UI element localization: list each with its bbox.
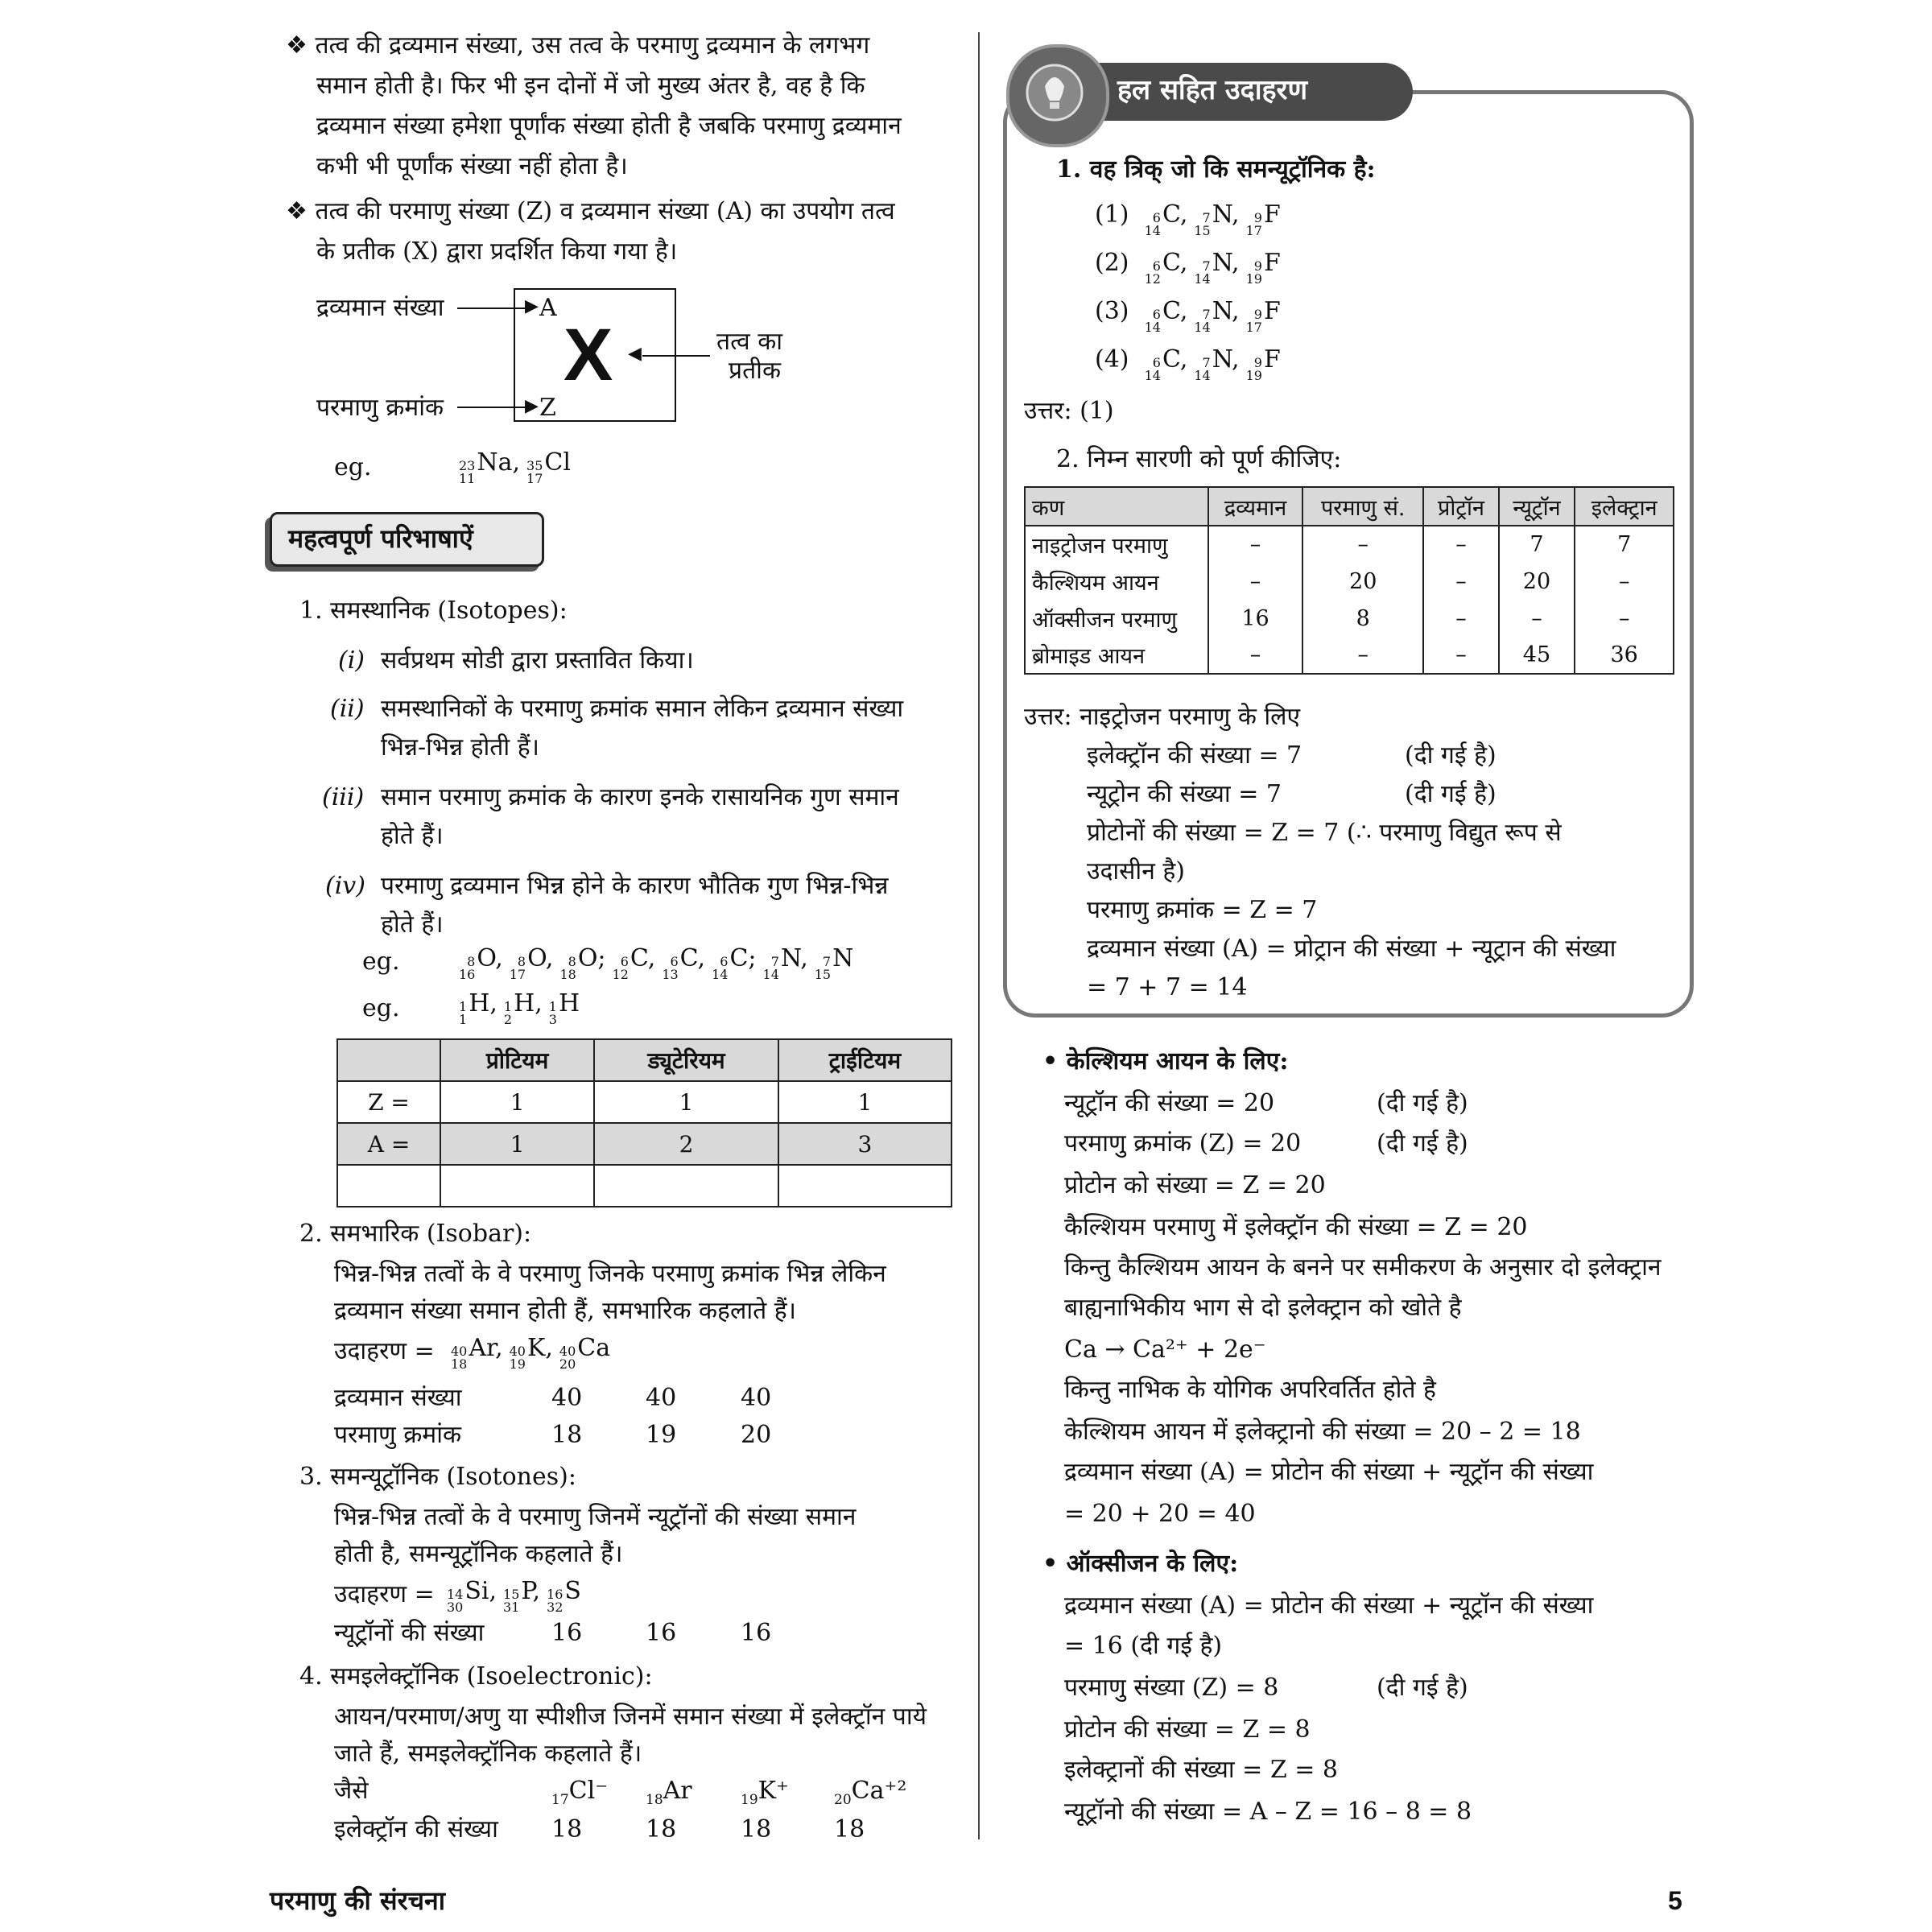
calcium-title: • केल्शियम आयन के लिए: xyxy=(1042,1047,1289,1075)
table-cell xyxy=(594,1165,778,1207)
table-cell: Z = xyxy=(337,1081,440,1123)
isobar-mass-3: 40 xyxy=(741,1384,772,1412)
isotopes-ii-num: (ii) xyxy=(330,695,365,723)
q2-line-7: = 7 + 7 = 14 xyxy=(1087,973,1248,1001)
isobar-atomic-1: 18 xyxy=(551,1421,583,1449)
isoelectronic-electron-2: 18 xyxy=(646,1815,677,1843)
lightbulb-icon xyxy=(1006,44,1109,147)
q2-line-3: प्रोटोनों की संख्या = Z = 7 (∴ परमाणु विद्युत रूप से xyxy=(1087,819,1562,847)
q1-option-2: (2) 6 12 C, 7 14 N, 9 19 F xyxy=(1095,249,1281,287)
symbol-arrow-head: ◀ xyxy=(628,344,642,364)
table-cell: ब्रोमाइड आयन xyxy=(1025,637,1208,674)
isoelectronic-species-ca: $_{20}$Ca⁺² xyxy=(834,1777,907,1808)
isotones-text-2: होती है, समन्यूट्रॉनिक कहलाते हैं। xyxy=(334,1540,623,1568)
bullet-1-line-2: समान होती है। फिर भी इन दोनों में जो मुख्य अंतर है, वह है कि xyxy=(316,72,865,100)
symbol-arrow xyxy=(642,355,710,357)
table-row xyxy=(337,1081,952,1123)
hydrogen-isotopes-table xyxy=(336,1038,952,1208)
isoelectronic-species-ar: $_{18}$Ar xyxy=(646,1777,692,1808)
oxygen-line-6: न्यूट्रॉनो की संख्या = A – Z = 16 – 8 = 8 xyxy=(1064,1798,1472,1826)
isobar-mass-label: द्रव्यमान संख्या xyxy=(334,1384,462,1412)
Z-label: Z xyxy=(539,394,556,422)
isotones-example-label: उदाहरण = xyxy=(334,1580,435,1608)
table-header-row xyxy=(1025,487,1674,526)
isoelectronic-species-cl: $_{17}$Cl⁻ xyxy=(551,1777,609,1808)
oxygen-line-5: इलेक्ट्रानों की संख्या = Z = 8 xyxy=(1064,1756,1338,1784)
q2-line-4: उदासीन है) xyxy=(1087,857,1186,886)
table-header: कण xyxy=(1025,487,1208,526)
table-cell: – xyxy=(1575,600,1674,637)
table-cell xyxy=(440,1165,594,1207)
mass-arrow-head: ▶ xyxy=(525,296,539,316)
table-cell: 1 xyxy=(440,1081,594,1123)
table-row xyxy=(1025,600,1674,637)
atomic-arrow xyxy=(457,407,530,408)
table-cell: 45 xyxy=(1499,637,1575,674)
table-header: द्रव्यमान xyxy=(1208,487,1302,526)
q2-line-1: इलेक्ट्रॉन की संख्या = 7 xyxy=(1087,741,1302,770)
definitions-heading: महत्वपूर्ण परिभाषाऐं xyxy=(288,523,473,554)
table-cell: – xyxy=(1423,600,1498,637)
isotopes-eg2: 1 1 H, 1 2 H, 1 3 H xyxy=(459,989,580,1027)
oxygen-line-4: प्रोटोन की संख्या = Z = 8 xyxy=(1064,1715,1311,1744)
isotopes-ii-2: भिन्न-भिन्न होती हैं। xyxy=(381,733,539,762)
table-cell: – xyxy=(1208,526,1302,563)
q1-question: 1. वह त्रिक् जो कि समन्यूट्रॉनिक है: xyxy=(1056,155,1376,184)
table-header-row xyxy=(337,1039,952,1081)
q2-line-2: न्यूट्रोन की संख्या = 7 xyxy=(1087,780,1282,808)
isotopes-iv-2: होते हैं। xyxy=(381,910,444,939)
table-cell: – xyxy=(1423,526,1498,563)
isotopes-eg1: 8 16 O, 8 17 O, 8 18 O; 6 12 C, 6 13 C, 6 14 C; 7 14 N, 7 15 N xyxy=(459,944,854,982)
table-cell: 1 xyxy=(778,1081,952,1123)
isotopes-iii-1: समान परमाणु क्रमांक के कारण इनके रासायनिक गुण समान xyxy=(381,783,899,811)
isotopes-iii-2: होते हैं। xyxy=(381,822,444,850)
bullet-2-line-2: के प्रतीक (X) द्वारा प्रदर्शित किया गया है। xyxy=(316,237,678,266)
isotopes-iv-num: (iv) xyxy=(325,872,365,900)
table-cell: – xyxy=(1575,563,1674,600)
table-cell: – xyxy=(1423,637,1498,674)
isoelectronic-species-k: $_{19}$K⁺ xyxy=(741,1777,789,1808)
isoelectronic-text-1: आयन/परमाण/अणु या स्पीशीज जिनमें समान संख्या में इलेक्ट्रॉन पाये xyxy=(334,1703,927,1731)
table-header: इलेक्ट्रान xyxy=(1575,487,1674,526)
isotopes-eg2-label: eg. xyxy=(362,994,400,1022)
page-number: 5 xyxy=(1668,1886,1682,1915)
table-row xyxy=(1025,637,1674,674)
X-symbol: X xyxy=(564,314,613,396)
isotones-example: 14 30 Si, 15 31 P, 16 32 S xyxy=(447,1577,581,1615)
calcium-line-11: = 20 + 20 = 40 xyxy=(1064,1500,1256,1528)
table-header: परमाणु सं. xyxy=(1302,487,1423,526)
isoelectronic-title: 4. समइलेक्ट्रॉनिक (Isoelectronic): xyxy=(299,1662,653,1690)
calcium-equation: Ca → Ca²⁺ + 2e⁻ xyxy=(1064,1335,1266,1364)
isotopes-iv-1: परमाणु द्रव्यमान भिन्न होने के कारण भौतिक गुण भिन्न-भिन्न xyxy=(381,872,889,900)
table-cell xyxy=(778,1165,952,1207)
table-cell: – xyxy=(1302,637,1423,674)
isotopes-eg1-label: eg. xyxy=(362,947,400,976)
calcium-line-6: बाह्यनाभिकीय भाग से दो इलेक्ट्रान को खोते है xyxy=(1064,1294,1462,1322)
table-row xyxy=(1025,563,1674,600)
table-cell: 7 xyxy=(1575,526,1674,563)
calcium-given-2: (दी गई है) xyxy=(1377,1129,1468,1158)
table-cell: नाइट्रोजन परमाणु xyxy=(1025,526,1208,563)
calcium-given-1: (दी गई है) xyxy=(1377,1089,1468,1117)
isotopes-i-num: (i) xyxy=(338,646,365,675)
isotones-title: 3. समन्यूट्रॉनिक (Isotones): xyxy=(299,1463,576,1491)
q2-given-1: (दी गई है) xyxy=(1405,741,1496,770)
table-cell: 1 xyxy=(594,1081,778,1123)
bullet-2-line-1: ❖ तत्व की परमाणु संख्या (Z) व द्रव्यमान संख्या (A) का उपयोग तत्व xyxy=(286,197,895,225)
isotones-neutron-label: न्यूट्रॉनों की संख्या xyxy=(334,1619,485,1647)
q1-option-1: (1) 6 14 C, 7 15 N, 9 17 F xyxy=(1095,200,1281,238)
isobar-title: 2. समभारिक (Isobar): xyxy=(299,1220,532,1248)
isotones-neutron-2: 16 xyxy=(646,1619,677,1647)
calcium-line-5: किन्तु कैल्शियम आयन के बनने पर समीकरण के अनुसार दो इलेक्ट्रान xyxy=(1064,1253,1662,1282)
calcium-line-8: किन्तु नाभिक के योगिक अपरिवर्तित होते है xyxy=(1064,1376,1436,1404)
bullet-1-line-3: द्रव्यमान संख्या हमेशा पूर्णांक संख्या होती है जबकि परमाणु द्रव्यमान xyxy=(316,112,902,140)
table-header xyxy=(337,1039,440,1081)
particle-table xyxy=(1024,486,1674,675)
table-cell: 2 xyxy=(594,1123,778,1165)
q2-question: 2. निम्न सारणी को पूर्ण कीजिए: xyxy=(1056,445,1342,473)
footer-chapter: परमाणु की संरचना xyxy=(270,1885,446,1916)
isobar-mass-2: 40 xyxy=(646,1384,677,1412)
oxygen-line-3: परमाणु संख्या (Z) = 8 xyxy=(1064,1674,1279,1702)
table-cell: कैल्शियम आयन xyxy=(1025,563,1208,600)
table-cell: 20 xyxy=(1499,563,1575,600)
table-cell: 20 xyxy=(1302,563,1423,600)
table-cell: 7 xyxy=(1499,526,1575,563)
table-cell: ऑक्सीजन परमाणु xyxy=(1025,600,1208,637)
solved-examples-title: हल सहित उदाहरण xyxy=(1117,74,1308,106)
bullet-1-line-4: कभी भी पूर्णांक संख्या नहीं होता है। xyxy=(316,152,628,180)
table-cell: – xyxy=(1208,563,1302,600)
oxygen-given: (दी गई है) xyxy=(1377,1674,1468,1702)
table-cell: – xyxy=(1208,637,1302,674)
eg-label: eg. xyxy=(334,453,372,481)
oxygen-line-1: द्रव्यमान संख्या (A) = प्रोटोन की संख्या + न्यूट्रॉन की संख्या xyxy=(1064,1591,1594,1620)
isoelectronic-electron-1: 18 xyxy=(551,1815,583,1843)
table-cell: – xyxy=(1302,526,1423,563)
table-cell: 8 xyxy=(1302,600,1423,637)
table-header: न्यूट्रॉन xyxy=(1499,487,1575,526)
isobar-example-label: उदाहरण = xyxy=(334,1337,435,1365)
table-cell: 3 xyxy=(778,1123,952,1165)
table-cell: 16 xyxy=(1208,600,1302,637)
isoelectronic-electron-label: इलेक्ट्रॉन की संख्या xyxy=(334,1815,498,1843)
calcium-line-2: परमाणु क्रमांक (Z) = 20 xyxy=(1064,1129,1302,1158)
isobar-text-1: भिन्न-भिन्न तत्वों के वे परमाणु जिनके परमाणु क्रमांक भिन्न लेकिन xyxy=(334,1260,886,1288)
calcium-line-9: केल्शियम आयन में इलेक्ट्रानो की संख्या = 20 – 2 = 18 xyxy=(1064,1418,1581,1446)
isotones-neutron-1: 16 xyxy=(551,1619,583,1647)
table-header: प्रोटियम xyxy=(440,1039,594,1081)
isoelectronic-text-2: जाते हैं, समइलेक्ट्रॉनिक कहलाते हैं। xyxy=(334,1740,642,1768)
oxygen-title: • ऑक्सीजन के लिए: xyxy=(1042,1550,1239,1578)
table-row xyxy=(337,1123,952,1165)
table-header: प्रोट्रॉन xyxy=(1423,487,1498,526)
isobar-atomic-label: परमाणु क्रमांक xyxy=(334,1421,462,1449)
table-row xyxy=(1025,526,1674,563)
calcium-line-10: द्रव्यमान संख्या (A) = प्रोटोन की संख्या + न्यूट्रॉन की संख्या xyxy=(1064,1458,1594,1486)
isotopes-ii-1: समस्थानिकों के परमाणु क्रमांक समान लेकिन द्रव्यमान संख्या xyxy=(381,695,904,723)
table-cell: – xyxy=(1423,563,1498,600)
table-cell: A = xyxy=(337,1123,440,1165)
A-label: A xyxy=(539,294,557,322)
isobar-text-2: द्रव्यमान संख्या समान होती हैं, समभारिक कहलाते हैं। xyxy=(334,1297,797,1325)
oxygen-line-2: = 16 (दी गई है) xyxy=(1064,1632,1223,1660)
q2-line-5: परमाणु क्रमांक = Z = 7 xyxy=(1087,896,1318,924)
isotones-text-1: भिन्न-भिन्न तत्वों के वे परमाणु जिनमें न्यूट्रॉनों की संख्या समान xyxy=(334,1503,857,1531)
isotones-neutron-3: 16 xyxy=(741,1619,772,1647)
q1-option-3: (3) 6 14 C, 7 14 N, 9 17 F xyxy=(1095,297,1281,335)
q2-given-2: (दी गई है) xyxy=(1405,780,1496,808)
calcium-line-4: कैल्शियम परमाणु में इलेक्ट्रॉन की संख्या = Z = 20 xyxy=(1064,1213,1528,1241)
atomic-number-label: परमाणु क्रमांक xyxy=(316,394,444,422)
eg-nuclides: 23 11 Na, 35 17 Cl xyxy=(459,448,571,486)
isotopes-iii-num: (iii) xyxy=(322,783,365,811)
isotopes-title: 1. समस्थानिक (Isotopes): xyxy=(299,597,568,625)
table-cell: 36 xyxy=(1575,637,1674,674)
table-cell: – xyxy=(1499,600,1575,637)
isotopes-i: सर्वप्रथम सोडी द्वारा प्रस्तावित किया। xyxy=(381,646,694,675)
isobar-atomic-2: 19 xyxy=(646,1421,677,1449)
table-header: ट्राईटियम xyxy=(778,1039,952,1081)
q2-line-6: द्रव्यमान संख्या (A) = प्रोट्रान की संख्या + न्यूट्रान की संख्या xyxy=(1087,935,1616,963)
q1-option-4: (4) 6 14 C, 7 14 N, 9 19 F xyxy=(1095,345,1281,383)
column-divider xyxy=(978,32,980,1839)
symbol-label-1: तत्व का xyxy=(716,328,783,356)
bullet-1-line-1: ❖ तत्व की द्रव्यमान संख्या, उस तत्व के परमाणु द्रव्यमान के लगभग xyxy=(286,31,870,60)
q2-answer-head: उत्तर: नाइट्रोजन परमाणु के लिए xyxy=(1024,703,1301,731)
table-cell xyxy=(337,1165,440,1207)
symbol-label-2: प्रतीक xyxy=(729,357,781,385)
mass-number-label: द्रव्यमान संख्या xyxy=(316,294,444,322)
table-row xyxy=(337,1165,952,1207)
calcium-line-3: प्रोटोन को संख्या = Z = 20 xyxy=(1064,1171,1326,1199)
table-header: ड्यूटेरियम xyxy=(594,1039,778,1081)
calcium-line-1: न्यूट्रॉन की संख्या = 20 xyxy=(1064,1089,1275,1117)
isoelectronic-electron-3: 18 xyxy=(741,1815,772,1843)
isoelectronic-electron-4: 18 xyxy=(834,1815,865,1843)
isobar-atomic-3: 20 xyxy=(741,1421,772,1449)
isobar-mass-1: 40 xyxy=(551,1384,583,1412)
isobar-example: 40 18 Ar, 40 19 K, 40 20 Ca xyxy=(451,1334,611,1372)
q1-answer: उत्तर: (1) xyxy=(1024,397,1114,425)
atomic-arrow-head: ▶ xyxy=(525,396,539,416)
isoelectronic-such-as: जैसे xyxy=(334,1777,369,1805)
table-cell: 1 xyxy=(440,1123,594,1165)
